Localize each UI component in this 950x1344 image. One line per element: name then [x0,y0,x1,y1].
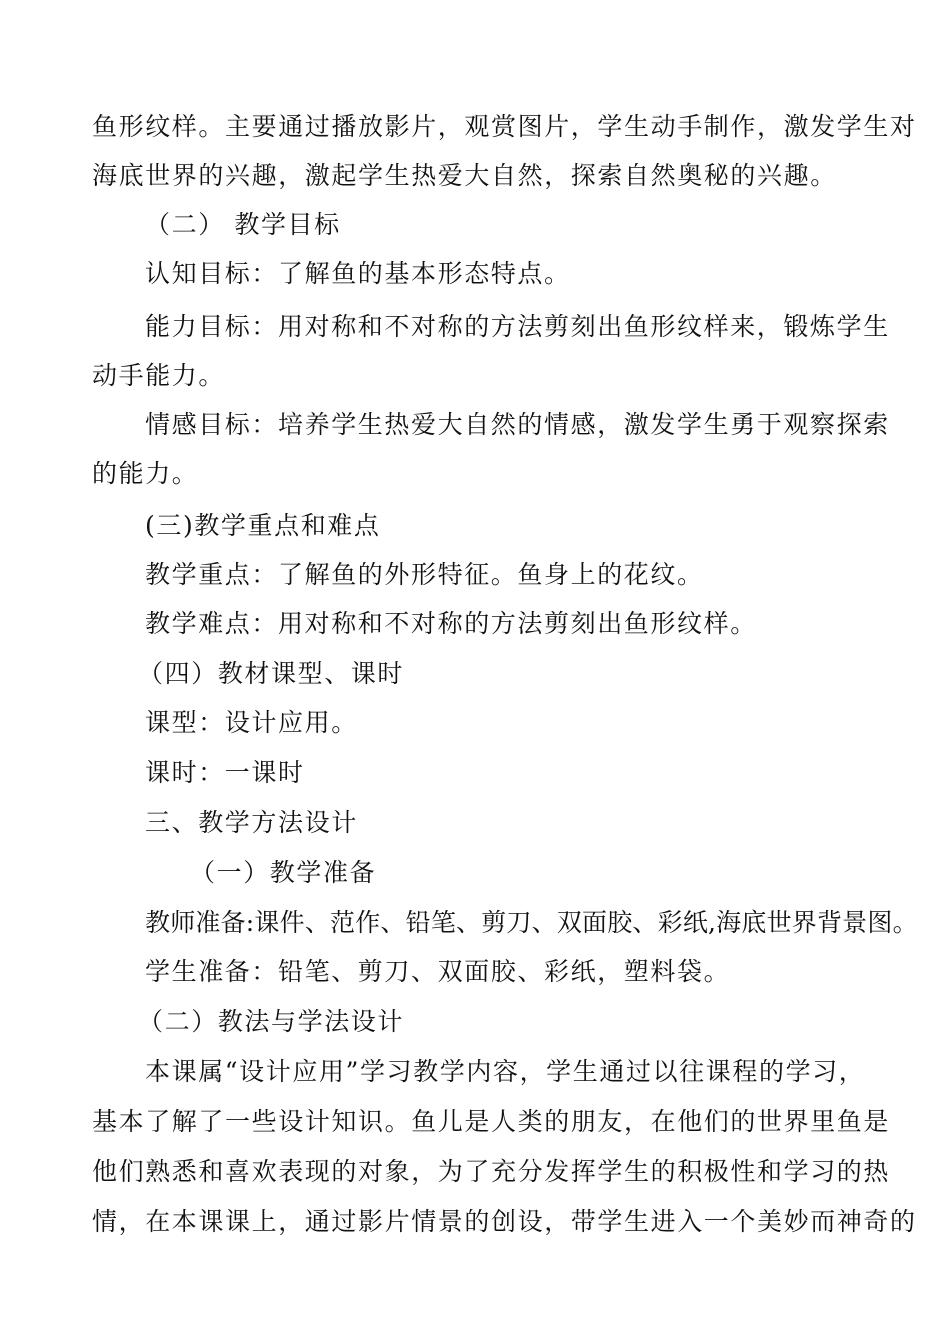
paragraph-line: 教学重点：了解鱼的外形特征。鱼身上的花纹。 [145,560,704,589]
paragraph-line: 基本了解了一些设计知识。鱼儿是人类的朋友，在他们的世界里鱼是 [92,1107,891,1136]
paragraph-line: 鱼形纹样。主要通过播放影片，观赏图片，学生动手制作，激发学生对 [92,112,917,141]
paragraph-line: 认知目标：了解鱼的基本形态特点。 [145,259,571,288]
paragraph-line: 本课属“设计应用”学习教学内容，学生通过以往课程的学习， [145,1057,866,1086]
paragraph-line: 学生准备：铅笔、剪刀、双面胶、彩纸，塑料袋。 [145,957,731,986]
paragraph-line: 的能力。 [92,459,199,488]
paragraph-line: 教师准备:课件、范作、铅笔、剪刀、双面胶、彩纸,海底世界背景图。 [145,908,918,937]
paragraph-line: 情感目标：培养学生热爱大自然的情感，激发学生勇于观察探索 [145,410,890,439]
paragraph-line: 教学难点：用对称和不对称的方法剪刻出鱼形纹样。 [145,609,757,638]
paragraph-line: 能力目标：用对称和不对称的方法剪刻出鱼形纹样来，锻炼学生 [145,312,890,341]
section-heading: （四）教材课型、课时 [138,659,405,688]
paragraph-line: 海底世界的兴趣，激起学生热爱大自然，探索自然奥秘的兴趣。 [92,161,837,190]
section-heading: （二） 教学目标 [145,210,341,239]
section-heading: （一）教学准备 [190,858,377,887]
paragraph-line: 他们熟悉和喜欢表现的对象，为了充分发挥学生的积极性和学习的热 [92,1157,891,1186]
section-heading: (三)教学重点和难点 [145,511,381,540]
paragraph-line: 情，在本课课上，通过影片情景的创设，带学生进入一个美妙而神奇的 [92,1207,917,1236]
paragraph-line: 动手能力。 [92,361,226,390]
section-heading: 三、教学方法设计 [145,808,358,837]
paragraph-line: 课型：设计应用。 [145,708,358,737]
paragraph-line: 课时：一课时 [145,758,305,787]
section-heading: （二）教法与学法设计 [138,1007,405,1036]
